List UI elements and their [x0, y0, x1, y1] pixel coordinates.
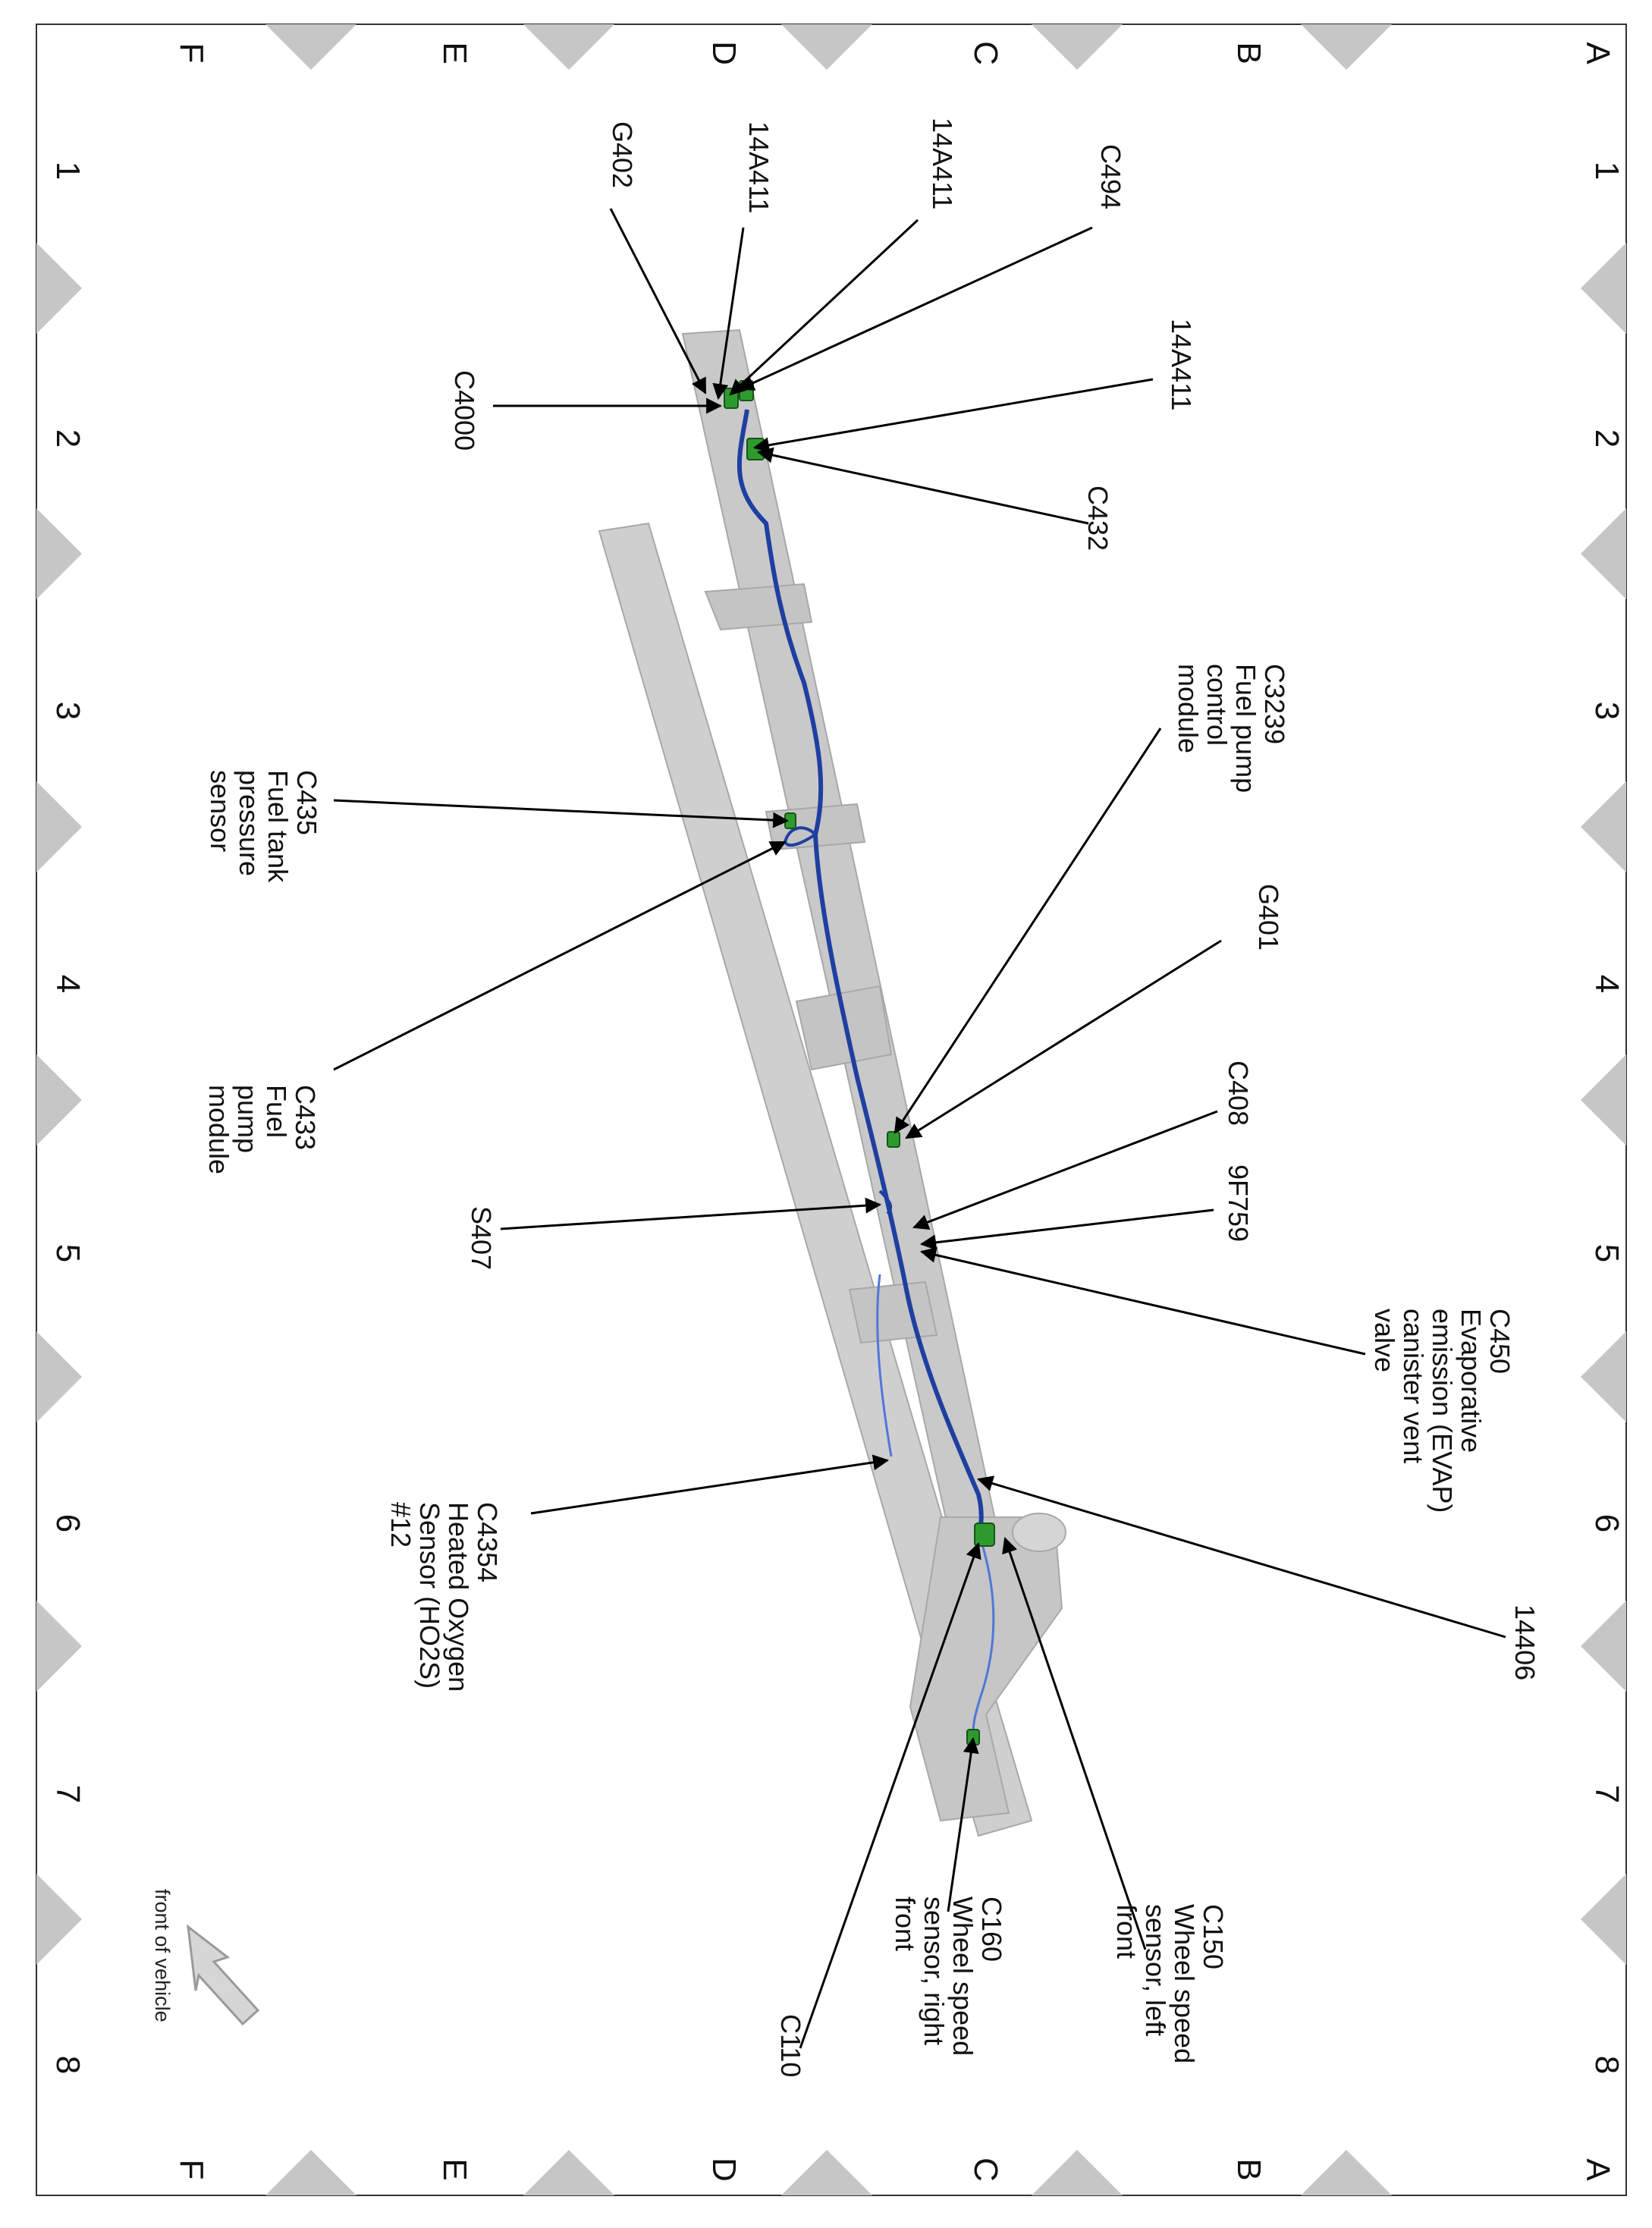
row-label-bottom-f: F	[173, 2159, 210, 2180]
leader-g402	[611, 209, 705, 393]
leader-g401	[906, 941, 1221, 1138]
connector-c432	[747, 438, 764, 460]
leader-14a411-top	[730, 220, 918, 394]
col-label-left-1: 1	[49, 161, 86, 181]
row-label-top-e: E	[436, 42, 473, 64]
connector-c110	[975, 1523, 994, 1546]
label-c435: C435 Fuel tank pressure sensor	[205, 770, 322, 883]
col-label-left-6: 6	[49, 1513, 86, 1533]
leader-14a411-right	[755, 379, 1153, 448]
cross-member-3	[796, 986, 891, 1070]
row-label-top-d: D	[705, 41, 743, 65]
row-label-top-a: A	[1579, 42, 1616, 64]
col-label-left-2: 2	[49, 429, 86, 448]
leader-9f759	[922, 1210, 1214, 1244]
label-14a411-left: 14A411	[743, 121, 774, 214]
leader-c433	[334, 842, 785, 1070]
label-c150: C150 Wheel speed sensor, left front	[1111, 1904, 1229, 2064]
row-label-bottom-a: A	[1579, 2158, 1616, 2181]
label-c4000: C4000	[449, 370, 480, 451]
col-label-left-3: 3	[49, 701, 86, 721]
label-14a411-right: 14A411	[1166, 319, 1197, 411]
label-c494: C494	[1095, 144, 1126, 210]
connector-c3239	[887, 1132, 900, 1147]
leader-c408	[914, 1111, 1217, 1227]
connector-c4000	[724, 388, 738, 408]
label-g402: G402	[607, 121, 638, 189]
label-c3239: C3239 Fuel pump control module	[1173, 664, 1290, 793]
cross-member-1	[705, 584, 812, 630]
col-label-right-6: 6	[1588, 1513, 1625, 1533]
col-label-right-8: 8	[1588, 2055, 1625, 2075]
col-label-left-8: 8	[49, 2055, 86, 2075]
row-label-bottom-c: C	[967, 2157, 1004, 2182]
front-of-vehicle-label: front of vehicle	[151, 1889, 174, 2022]
label-c432: C432	[1082, 486, 1113, 552]
leader-c3239	[895, 728, 1160, 1133]
leader-lines	[334, 209, 1506, 2048]
label-s407: S407	[466, 1206, 497, 1271]
leader-c450	[922, 1252, 1365, 1354]
label-c450: C450 Evaporative emission (EVAP) canister vent valve	[1369, 1309, 1515, 1513]
col-label-right-3: 3	[1588, 701, 1625, 721]
leader-c150	[1005, 1538, 1145, 1950]
col-label-left-5: 5	[49, 1243, 86, 1263]
col-label-right-2: 2	[1588, 429, 1625, 448]
col-label-left-7: 7	[49, 1784, 86, 1804]
label-9f759: 9F759	[1223, 1164, 1254, 1243]
front-mount	[1013, 1513, 1066, 1551]
label-14406: 14406	[1509, 1604, 1541, 1681]
leader-c4354	[531, 1460, 887, 1513]
row-label-top-c: C	[967, 41, 1004, 65]
col-label-left-4: 4	[49, 974, 86, 994]
label-c408: C408	[1223, 1061, 1254, 1127]
leader-c432	[758, 452, 1088, 523]
label-c110: C110	[775, 2014, 806, 2078]
leader-c494	[740, 228, 1092, 389]
row-label-bottom-d: D	[705, 2157, 743, 2182]
row-label-bottom-b: B	[1230, 2158, 1267, 2181]
cross-member-4	[850, 1282, 937, 1343]
col-label-right-7: 7	[1588, 1784, 1625, 1804]
col-label-right-4: 4	[1588, 974, 1625, 994]
col-label-right-1: 1	[1588, 161, 1625, 181]
label-c4354: C4354 Heated Oxygen Sensor (HO2S) #12	[385, 1502, 503, 1692]
label-g401: G401	[1253, 884, 1284, 951]
row-label-top-f: F	[173, 42, 210, 64]
label-14a411-top: 14A411	[927, 118, 958, 210]
row-label-bottom-e: E	[436, 2158, 473, 2181]
row-label-top-b: B	[1230, 42, 1267, 64]
direction-arrow-icon	[188, 1927, 258, 2024]
label-c433: C433 Fuel pump module	[203, 1085, 321, 1175]
front-of-vehicle-indicator	[151, 1889, 258, 2024]
col-label-right-5: 5	[1588, 1243, 1625, 1263]
label-c160: C160 Wheel speed sensor, right front	[890, 1896, 1007, 2057]
